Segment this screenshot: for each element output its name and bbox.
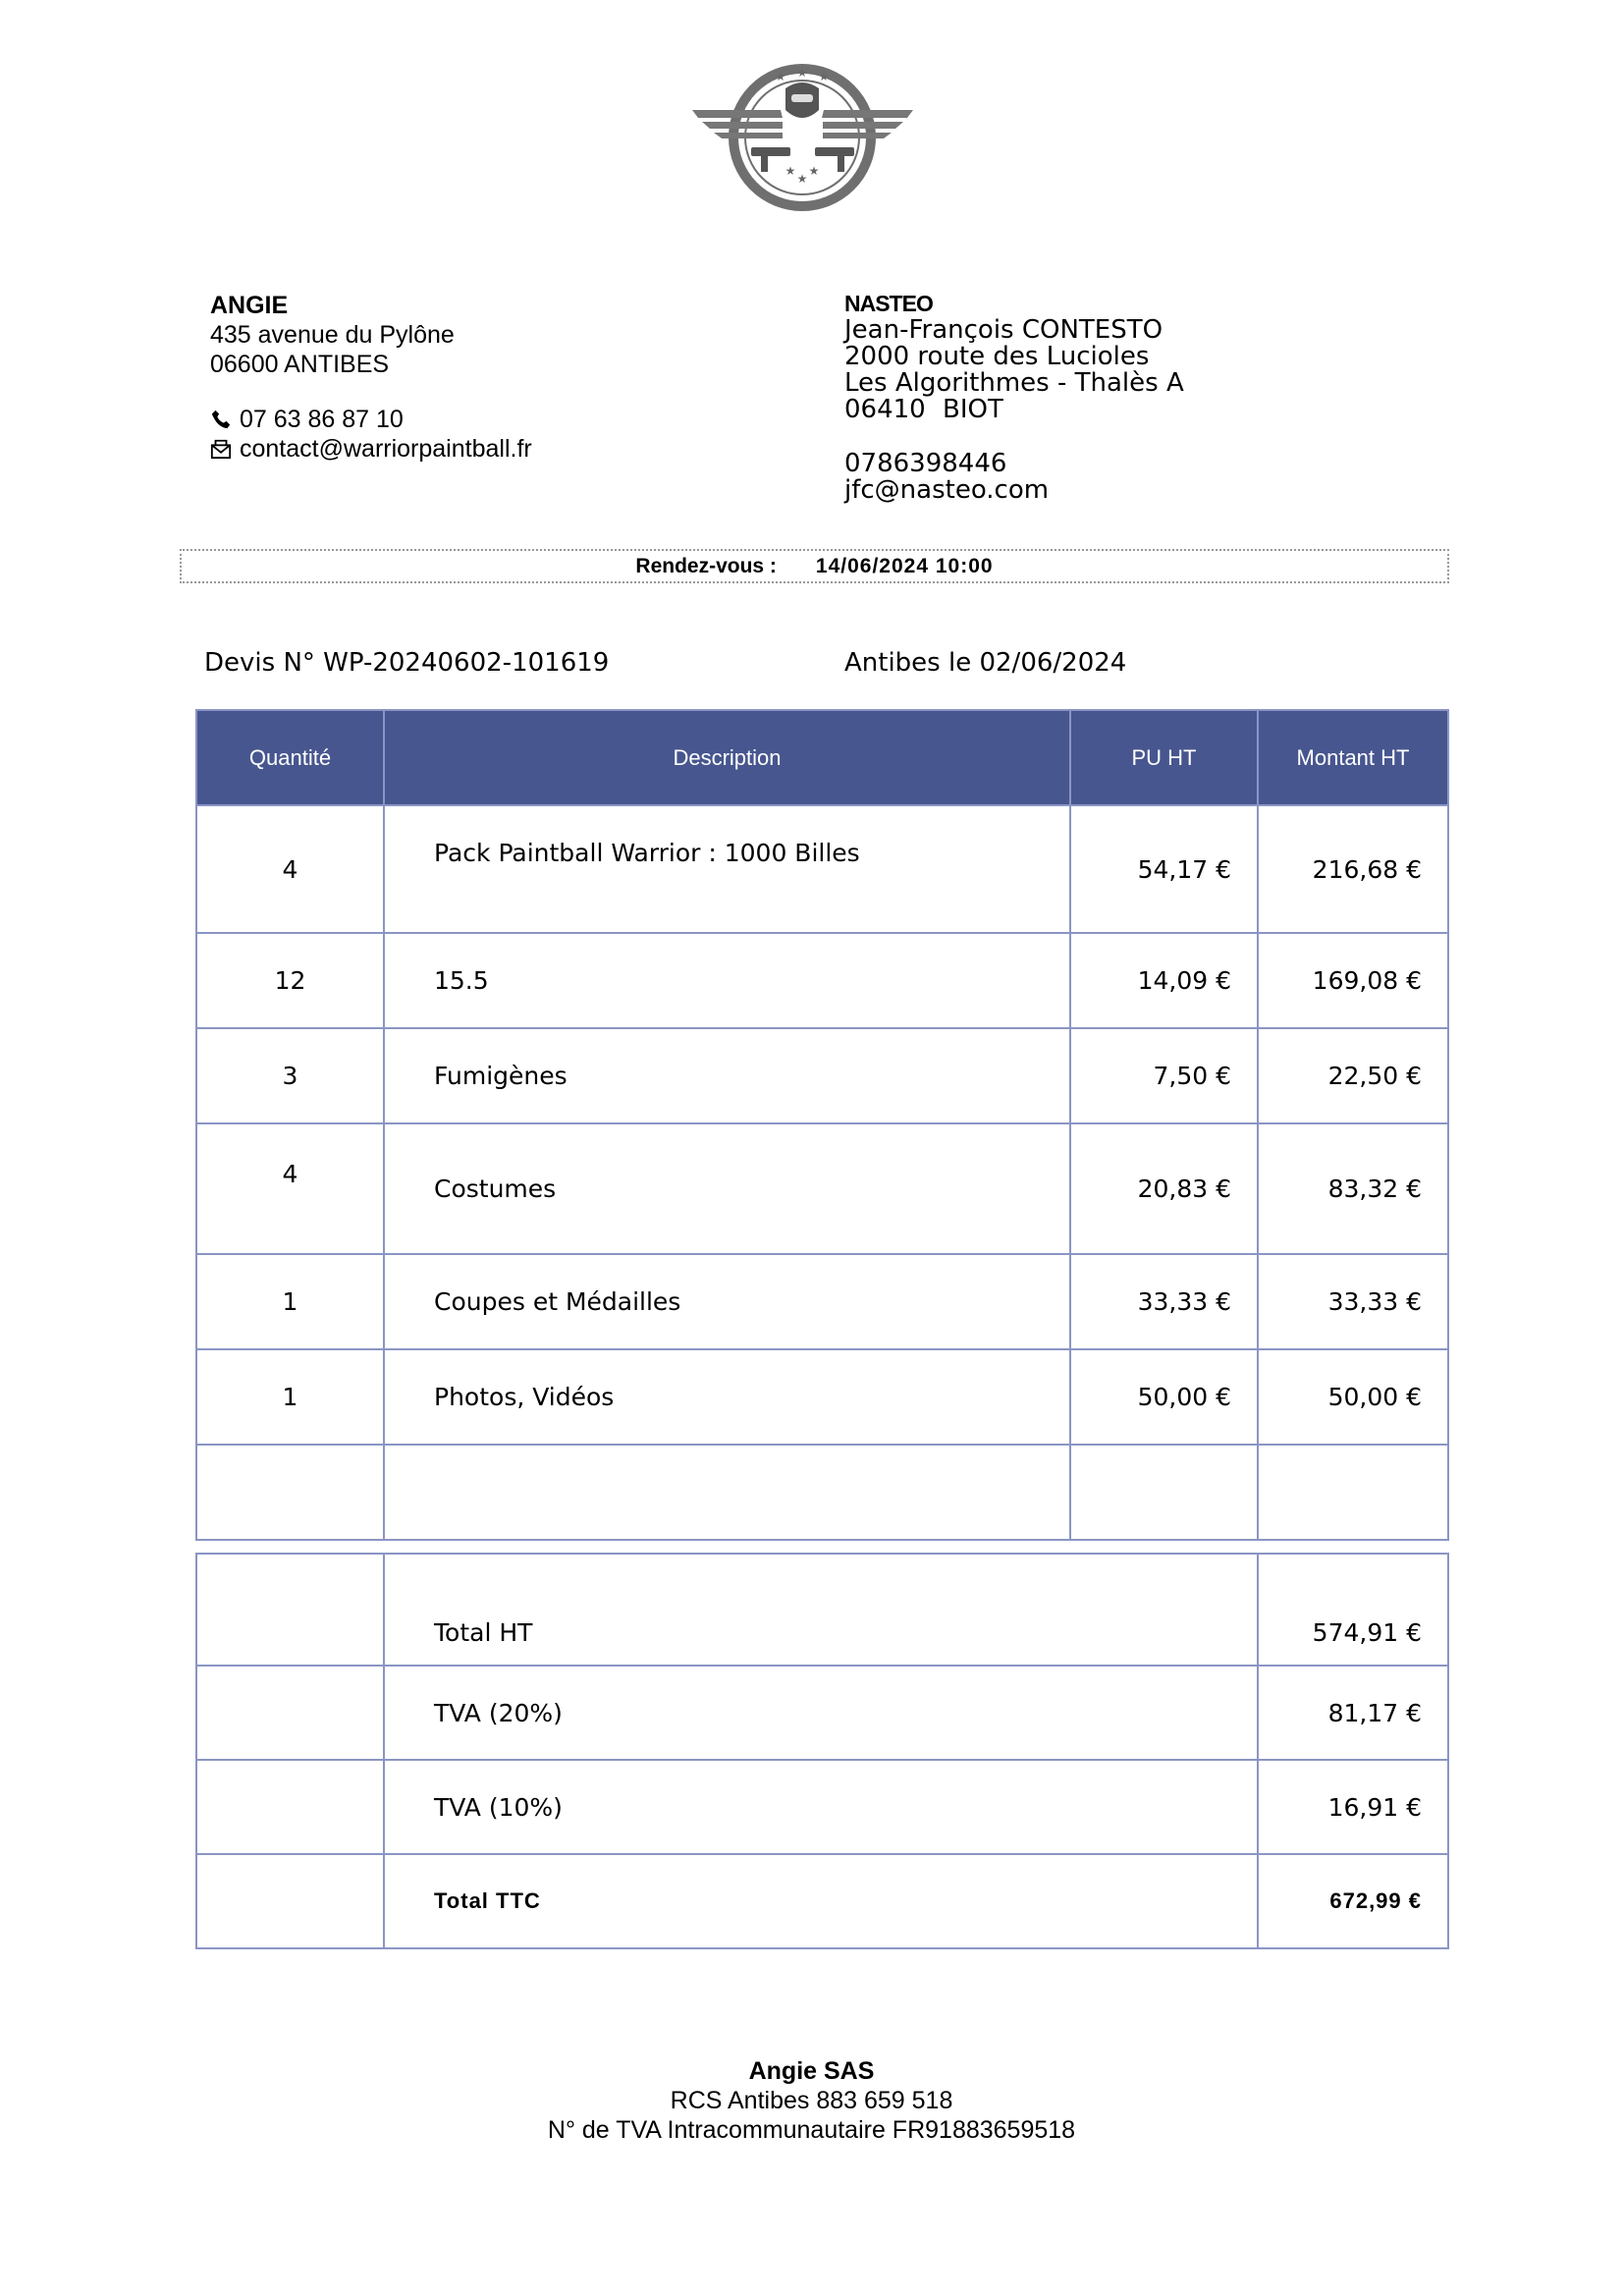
svg-text:★: ★ [808,164,820,178]
phone-icon [210,409,232,430]
recipient-block [844,291,1184,504]
recipient-address-line2: Les Algorithmes - Thalès A [844,368,1184,398]
item-quantity: 1 [196,1254,384,1349]
recipient-email[interactable]: jfc@nasteo.com [844,475,1050,505]
sender-email[interactable]: contact@warriorpaintball.fr [240,435,532,463]
svg-text:★: ★ [784,164,796,178]
total-ht-label: Total HT [384,1554,1258,1666]
item-description [384,1445,1070,1540]
svg-text:★: ★ [775,70,786,83]
sender-address-line1: 435 avenue du Pylône [210,321,455,349]
item-amount: 33,33 € [1258,1254,1448,1349]
item-description: Photos, Vidéos [384,1349,1070,1445]
totals-table [195,1553,1449,1949]
item-unit-price: 7,50 € [1070,1028,1258,1123]
totals-row [196,1854,1448,1948]
header-description: Description [384,710,1070,805]
item-amount: 83,32 € [1258,1123,1448,1254]
recipient-address-line1: 2000 route des Lucioles [844,342,1150,371]
table-row [196,1349,1448,1445]
vat-20-value: 81,17 € [1258,1666,1448,1760]
table-row-empty [196,1445,1448,1540]
item-unit-price: 33,33 € [1070,1254,1258,1349]
item-description: 15.5 [384,933,1070,1028]
recipient-city-line [844,397,1184,423]
total-ttc-label: Total TTC [384,1854,1258,1948]
appointment-label: Rendez-vous : [635,554,777,577]
sender-phone-row [210,405,532,434]
vat-20-label: TVA (20%) [384,1666,1258,1760]
quote-date: Antibes le 02/06/2024 [844,648,1127,678]
item-quantity: 12 [196,933,384,1028]
vat-10-value: 16,91 € [1258,1760,1448,1854]
item-quantity: 1 [196,1349,384,1445]
table-row [196,1123,1448,1254]
item-description: Pack Paintball Warrior : 1000 Billes [384,805,1070,933]
company-logo [692,49,913,226]
table-row [196,805,1448,933]
quote-number: Devis N° WP-20240602-101619 [204,648,610,678]
vat-10-label: TVA (10%) [384,1760,1258,1854]
items-table [195,709,1449,1541]
item-description: Fumigènes [384,1028,1070,1123]
item-quantity [196,1445,384,1540]
header-unit-price: PU HT [1070,710,1258,805]
header-quantity: Quantité [196,710,384,805]
items-header-row [196,710,1448,805]
footer-company: Angie SAS [748,2057,875,2085]
appointment-box [180,549,1449,583]
item-unit-price [1070,1445,1258,1540]
item-unit-price: 14,09 € [1070,933,1258,1028]
recipient-contact: Jean-François CONTESTO [844,315,1163,345]
item-amount: 169,08 € [1258,933,1448,1028]
svg-text:★: ★ [796,66,808,80]
item-amount: 216,68 € [1258,805,1448,933]
item-quantity: 4 [196,805,384,933]
item-quantity: 4 [196,1123,384,1254]
totals-row [196,1760,1448,1854]
sender-email-row [210,434,532,464]
item-unit-price: 50,00 € [1070,1349,1258,1445]
envelope-icon [210,438,232,460]
footer-rcs: RCS Antibes 883 659 518 [670,2087,953,2114]
footer-vat-number: N° de TVA Intracommunautaire FR91883659518 [547,2116,1076,2144]
total-ttc-value: 672,99 € [1258,1854,1448,1948]
item-quantity: 3 [196,1028,384,1123]
sender-block [210,291,532,464]
recipient-company: NASTEO [844,291,933,316]
table-row [196,1254,1448,1349]
totals-row [196,1666,1448,1760]
item-description: Costumes [384,1123,1070,1254]
recipient-city: BIOT [943,395,1003,424]
sender-name: ANGIE [210,292,289,319]
sender-address-line2: 06600 ANTIBES [210,351,390,378]
header-amount: Montant HT [1258,710,1448,805]
totals-row [196,1554,1448,1666]
table-row [196,1028,1448,1123]
svg-text:★: ★ [796,172,808,186]
svg-text:★: ★ [818,70,830,83]
item-amount: 50,00 € [1258,1349,1448,1445]
table-row [196,933,1448,1028]
total-ht-value: 574,91 € [1258,1554,1448,1666]
sender-phone[interactable]: 07 63 86 87 10 [240,406,404,433]
item-amount [1258,1445,1448,1540]
item-amount: 22,50 € [1258,1028,1448,1123]
item-unit-price: 54,17 € [1070,805,1258,933]
item-unit-price: 20,83 € [1070,1123,1258,1254]
item-description: Coupes et Médailles [384,1254,1070,1349]
footer [0,2056,1623,2145]
recipient-postcode: 06410 [844,395,926,424]
recipient-phone[interactable]: 0786398446 [844,449,1007,478]
appointment-datetime: 14/06/2024 10:00 [815,554,994,577]
